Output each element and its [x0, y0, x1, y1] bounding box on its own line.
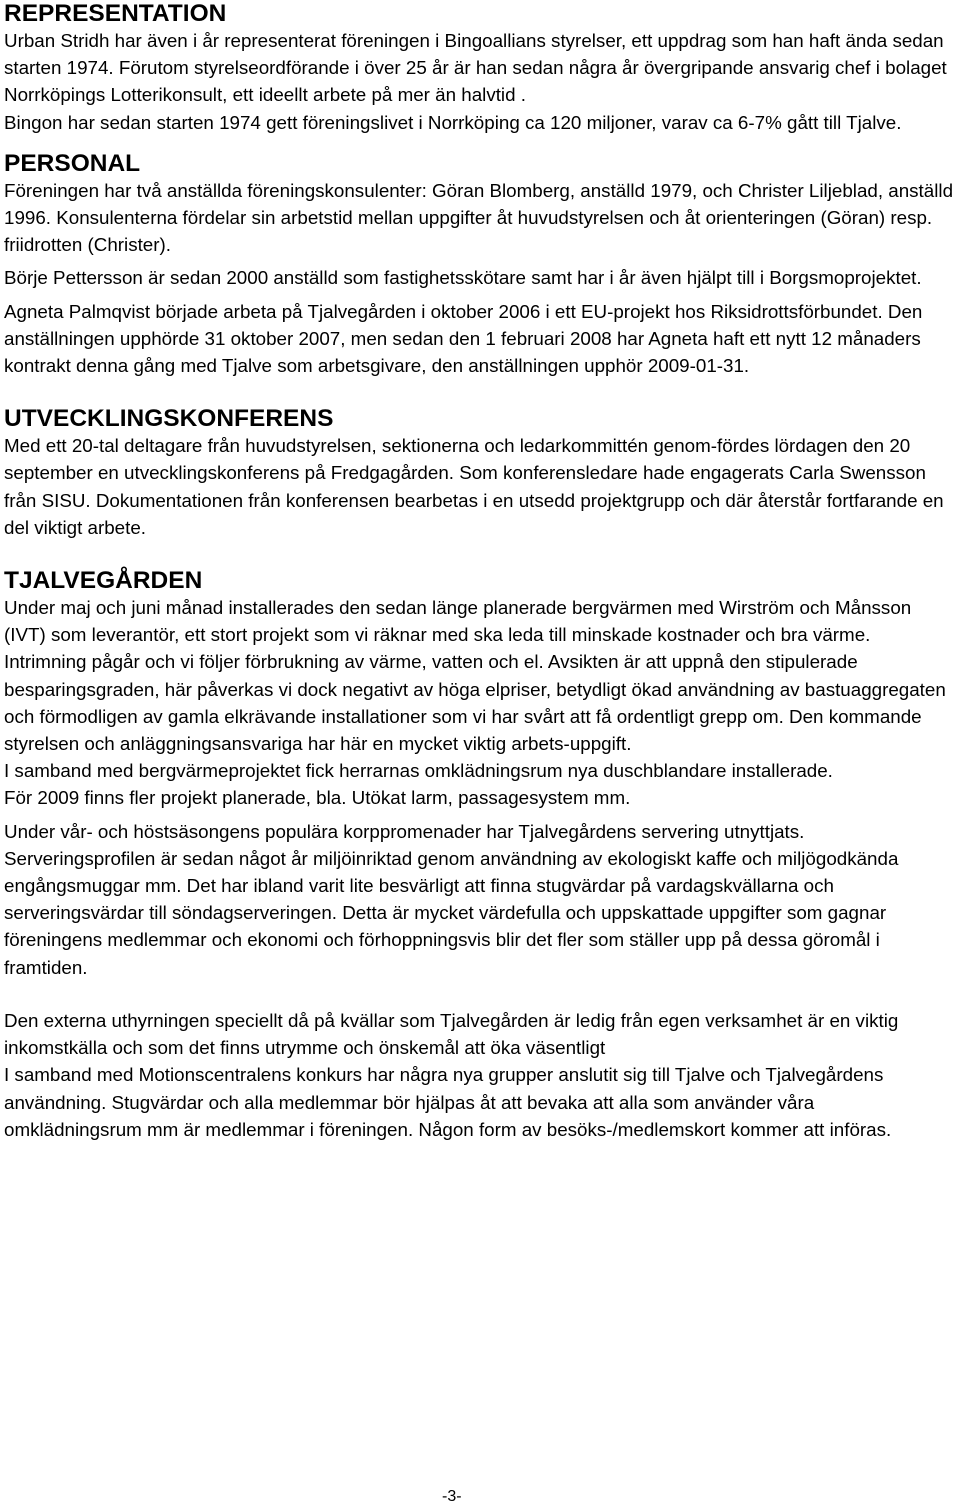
section-representation	[4, 0, 956, 136]
section-utvecklingskonferens	[4, 405, 956, 541]
paragraph: I samband med Motionscentralens konkurs har några nya grupper anslutit sig till Tjalve och Tjalvegårdens användning. Stugvärdar och alla medlemmar bör hjälpas åt att bevaka att alla som använder våra omklädningsrum mm är medlemmar i föreningen. Någon form av besöks-/medlemskort kommer att införas.	[4, 1064, 892, 1140]
paragraph: Bingon har sedan starten 1974 gett föreningslivet i Norrköping ca 120 miljoner, varav ca 6-7% gått till Tjalve.	[4, 111, 902, 133]
page-number: -3-	[442, 1488, 462, 1505]
paragraph: För 2009 finns fler projekt planerade, bla. Utökat larm, passagesystem mm.	[4, 787, 631, 809]
paragraph: Den externa uthyrningen speciellt då på kvällar som Tjalvegården är ledig från egen verksamhet är en viktig inkomstkälla och som det finns utrymme och önskemål att öka väsentligt	[4, 1009, 899, 1059]
heading-personal: PERSONAL	[4, 149, 141, 177]
paragraph: Under maj och juni månad installerades den sedan länge planerade bergvärmen med Wirström och Månsson (IVT) som leverantör, ett stort projekt som vi räknar med ska leda till minskade kostnader och bra värme. Intrimning pågår och vi följer förbrukning av värme, vatten och el. Avsikten är att uppnå den stipulerade besparingsgraden, här påverkas vi dock negativt av höga elpriser, betydligt ökad användning av bastuaggregaten och förmodligen av gamla elkrävande installationer som vi har svårt att få ordentligt grepp om. Den kommande styrelsen och anläggningsansvariga har här en mycket viktig arbets-uppgift.	[4, 597, 946, 755]
heading-representation: REPRESENTATION	[4, 0, 227, 27]
paragraph: Agneta Palmqvist började arbeta på Tjalvegården i oktober 2006 i ett EU-projekt hos Riksidrottsförbundet. Den anställningen upphörde 31 oktober 2007, men sedan den 1 februari 2008 har Agneta haft ett nytt 12 månaders kontrakt denna gång med Tjalve som arbetsgivare, den anställningen upphör 2009-01-31.	[4, 300, 923, 377]
paragraph: Föreningen har två anställda föreningskonsulenter: Göran Blomberg, anställd 1979, och Christer Liljeblad, anställd 1996. Konsulenterna fördelar sin arbetstid mellan uppgifter åt huvudstyrelsen och åt orienteringen (Göran) resp. friidrotten (Christer).	[4, 179, 954, 256]
heading-tjalvegarden: TJALVEGÅRDEN	[4, 567, 203, 595]
paragraph: Börje Pettersson är sedan 2000 anställd som fastighetsskötare samt har i år även hjälpt till i Borgsmoprojektet.	[4, 267, 922, 289]
paragraph: I samband med bergvärmeprojektet fick herrarnas omklädningsrum nya duschblandare installerade.	[4, 760, 833, 782]
paragraph: Urban Stridh har även i år representerat föreningen i Bingoallians styrelser, ett uppdrag som han haft ända sedan starten 1974. Förutom styrelseordförande i över 25 år är han sedan några år övergripande ansvarig chef i bolaget Norrköpings Lotterikonsult, ett ideellt arbete på mer än halvtid .	[4, 30, 947, 106]
section-personal	[4, 150, 956, 379]
paragraph: Med ett 20-tal deltagare från huvudstyrelsen, sektionerna och ledarkommittén genom-fördes lördagen den 20 september en utvecklingskonferens på Fredgagården. Som konferensledare hade engagerats Carla Swensson från SISU. Dokumentationen från konferensen bearbetas i en utsedd projektgrupp och där återstår fortfarande en del viktigt arbete.	[4, 435, 944, 538]
document-page	[4, 0, 956, 1143]
section-tjalvegarden	[4, 567, 956, 1143]
paragraph: Under vår- och höstsäsongens populära korppromenader har Tjalvegårdens servering utnyttjats. Serveringsprofilen är sedan något år miljöinriktad genom användning av ekologiskt kaffe och miljögodkända engångsmuggar mm. Det har ibland varit lite besvärligt att finna stugvärdar på vardagskvällarna och serveringsvärdar till söndagserveringen. Detta är mycket värdefulla och uppskattade uppgifter som gagnar föreningens medlemmar och ekonomi och förhoppningsvis blir det fler som ställer upp på dessa göromål i framtiden.	[4, 820, 899, 978]
heading-utvecklingskonferens: UTVECKLINGSKONFERENS	[4, 405, 334, 433]
